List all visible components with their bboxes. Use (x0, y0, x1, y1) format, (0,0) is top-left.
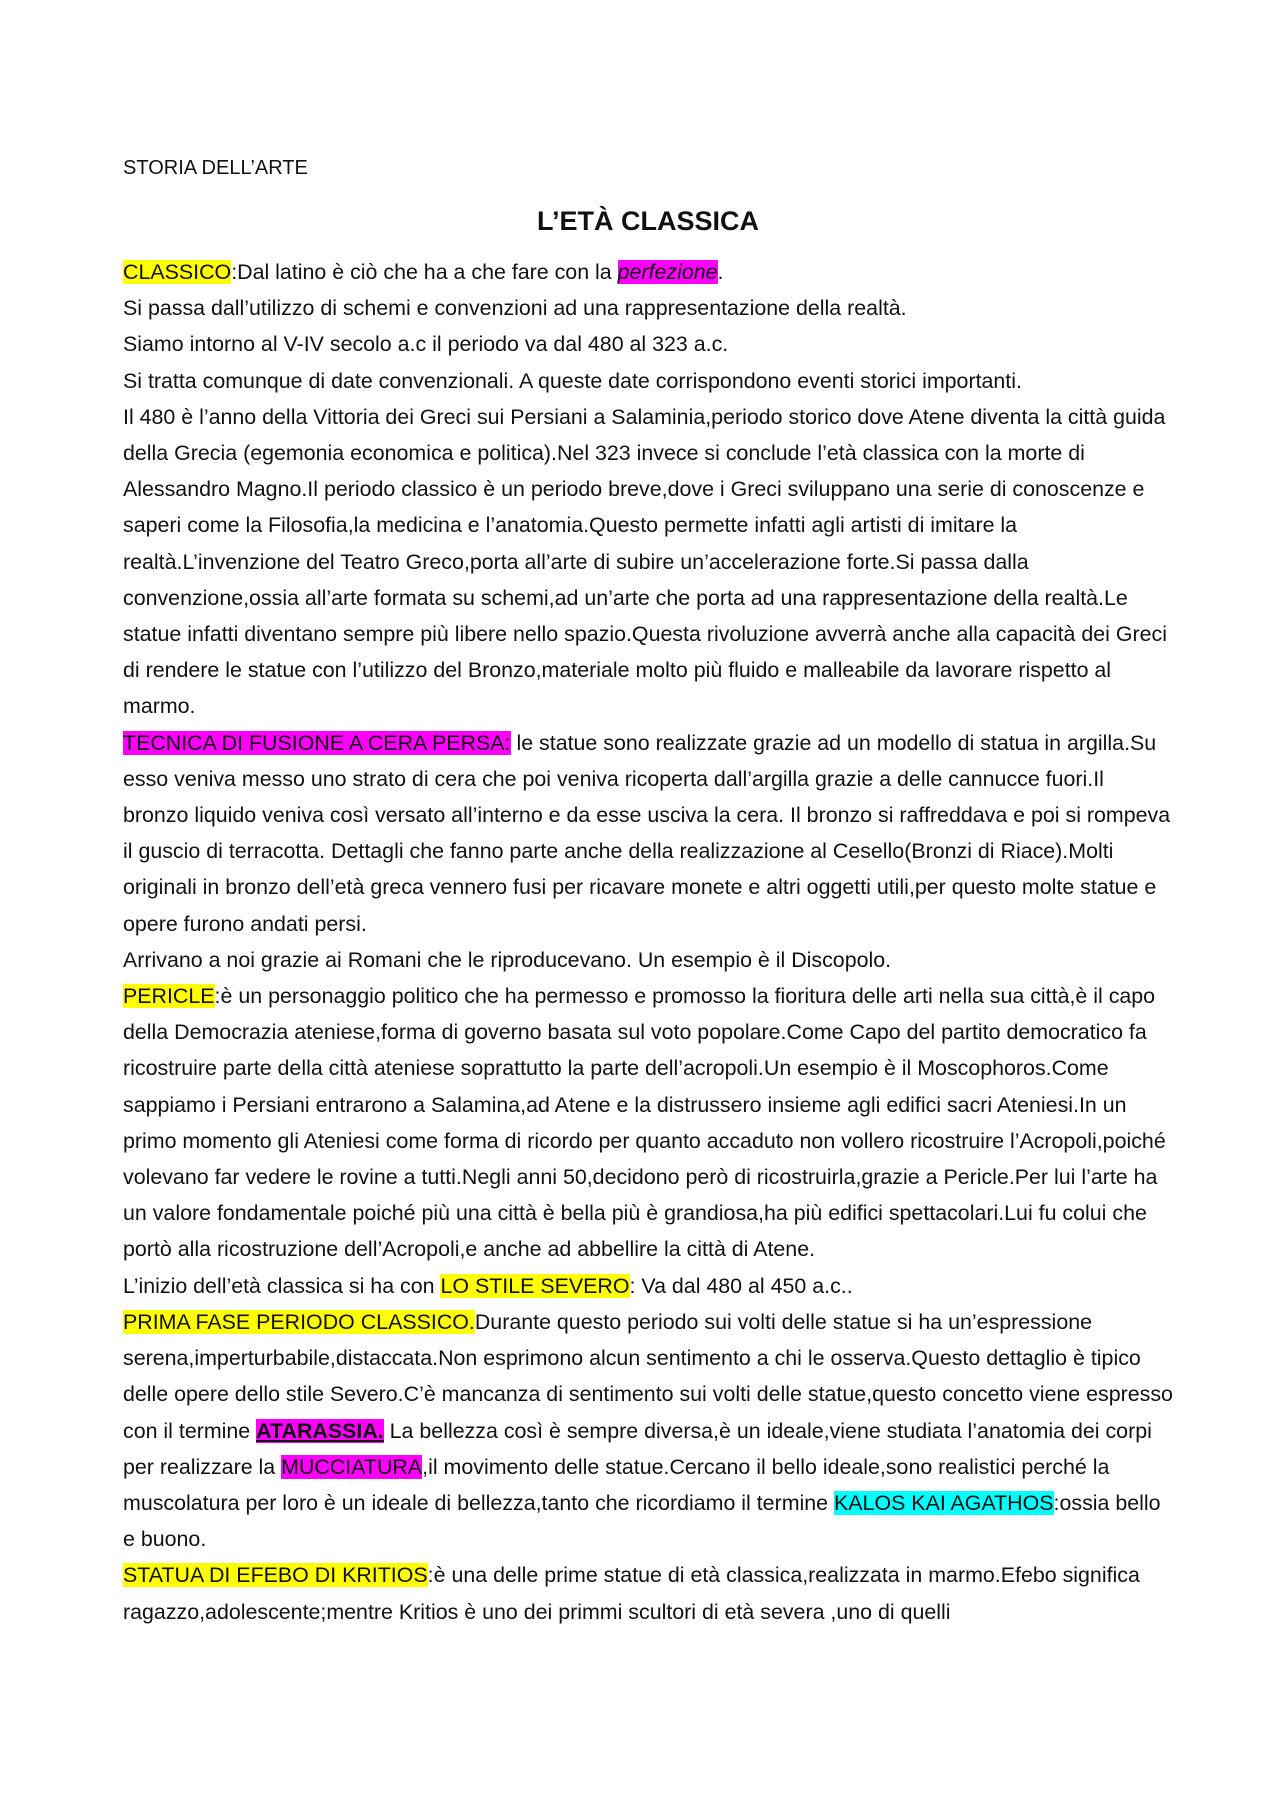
text-segment: :Dal latino è ciò che ha a che fare con la (231, 260, 618, 284)
term-kalos-kai-agathos: KALOS KAI AGATHOS (834, 1490, 1054, 1515)
text-segment: le statue sono realizzate grazie ad un modello di statua in argilla.Su esso veniva messo uno strato di cera che poi veniva ricoperta dall’argilla grazie a delle cannucce fuori.Il bronzo liquido veniva così versato all’interno e da esse usciva la cera. Il bronzo si raffreddava e poi si rompeva il guscio di terracotta. Dettagli che fanno parte anche della realizzazione al Cesello(Bronzi di Riace).Molti originali in bronzo dell’età greca vennero fusi per ricavare monete e altri oggetti utili,per questo molte statue e opere furono andati persi. (123, 730, 1171, 936)
text-line: Si tratta comunque di date convenzionali. A queste date corrispondono eventi storici importanti. (123, 368, 1022, 393)
text-line: Siamo intorno al V-IV secolo a.c il periodo va dal 480 al 323 a.c. (123, 332, 729, 357)
text-segment: : Va dal 480 al 450 a.c.. (629, 1273, 853, 1298)
text-segment: ,il movimento delle statue.Cercano il bello ideale,sono realistici perché la muscolatura per loro è un ideale di bellezza,tanto che ricordiamo il termine (123, 1454, 1110, 1515)
text-segment: La bellezza così è sempre diversa,è un ideale,viene studiata l’anatomia dei corpi per realizzare la (123, 1418, 1152, 1479)
text-segment: Durante questo periodo sui volti delle statue si ha un’espressione serena,imperturbabile,distaccata.Non esprimono alcun sentimento a chi le osserva.Questo dettaglio è tipico delle opere dello stile Severo.C’è mancanza di sentimento sui volti delle statue,questo concetto viene espresso con il termine (123, 1309, 1173, 1443)
paragraph-classico (123, 254, 1173, 290)
term-atarassia: ATARASSIA. (256, 1418, 384, 1443)
text-segment: :è un personaggio politico che ha permesso e promosso la fioritura delle arti nella sua città,è il capo della Democrazia ateniese,forma di governo basata sul voto popolare.Come Capo del partito democratico fa ricostruire parte della città ateniese soprattutto la parte dell’acropoli.Un esempio è il Moscophoros.Come sappiamo i Persiani entrarono a Salamina,ad Atene e la distrussero insieme agli edifici sacri Ateniesi.In un primo momento gli Ateniesi come forma di ricordo per quanto accaduto non vollero ricostruire l’Acropoli,poiché volevano far vedere le rovine a tutti.Negli anni 50,decidono però di ricostruirla,grazie a Pericle.Per lui l’arte ha un valore fondamentale poiché più una città è bella più è grandiosa,ha più edifici spettacolari.Lui fu colui che portò alla ricostruzione dell’Acropoli,e anche ad abbellire la città di Atene. (123, 984, 1166, 1262)
term-pericle: PERICLE (123, 984, 215, 1009)
text-segment: . (717, 260, 724, 284)
text-line: Si passa dall’utilizzo di schemi e convenzioni ad una rappresentazione della realtà. (123, 296, 907, 321)
text-line: Arrivano a noi grazie ai Romani che le riproducevano. Un esempio è il Discopolo. (123, 947, 892, 972)
subject-heading: STORIA DELL’ARTE (123, 157, 308, 179)
term-mucciatura: MUCCIATURA (281, 1454, 423, 1479)
term-efebo-kritios: STATUA DI EFEBO DI KRITIOS (123, 1563, 428, 1588)
document-page (123, 150, 1173, 1630)
term-stile-severo: LO STILE SEVERO (440, 1273, 630, 1298)
page-title: L’ETÀ CLASSICA (536, 206, 759, 236)
paragraph-efebo (123, 1557, 1173, 1629)
paragraph-pericle (123, 978, 1173, 1268)
paragraph-cera-persa (123, 725, 1173, 942)
paragraph-stile-severo (123, 1268, 1173, 1304)
document-body (123, 254, 1173, 1630)
text-segment: :ossia bello e buono. (123, 1490, 1161, 1552)
term-cera-persa: TECNICA DI FUSIONE A CERA PERSA: (123, 730, 511, 755)
term-perfezione: perfezione (617, 260, 718, 284)
term-prima-fase: PRIMA FASE PERIODO CLASSICO. (123, 1309, 475, 1334)
paragraph-prima-fase (123, 1304, 1173, 1557)
term-classico: CLASSICO (123, 260, 232, 284)
paragraph-text: Il 480 è l’anno della Vittoria dei Greci sui Persiani a Salaminia,periodo storico dove Atene diventa la città guida della Grecia (egemonia economica e politica).Nel 323 invece si conclude l’età classica con la morte di Alessandro Magno.Il periodo classico è un periodo breve,dove i Greci sviluppano una serie di conoscenze e saperi come la Filosofia,la medicina e l’anatomia.Questo permette infatti agli artisti di imitare la realtà.L’invenzione del Teatro Greco,porta all’arte di subire un’accelerazione forte.Si passa dalla convenzione,ossia all’arte formata su schemi,ad un’arte che porta ad una rappresentazione della realtà.Le statue infatti diventano sempre più libere nello spazio.Questa rivoluzione avverrà anche alla capacità dei Greci di rendere le statue con l’utilizzo del Bronzo,materiale molto più fluido e malleabile da lavorare rispetto al marmo. (123, 404, 1167, 719)
text-segment: L’inizio dell’età classica si ha con (123, 1273, 441, 1298)
text-segment: :è una delle prime statue di età classica,realizzata in marmo.Efebo significa ragazzo,adolescente;mentre Kritios è uno dei primmi scultori di età severa ,uno di quelli (123, 1563, 1140, 1624)
